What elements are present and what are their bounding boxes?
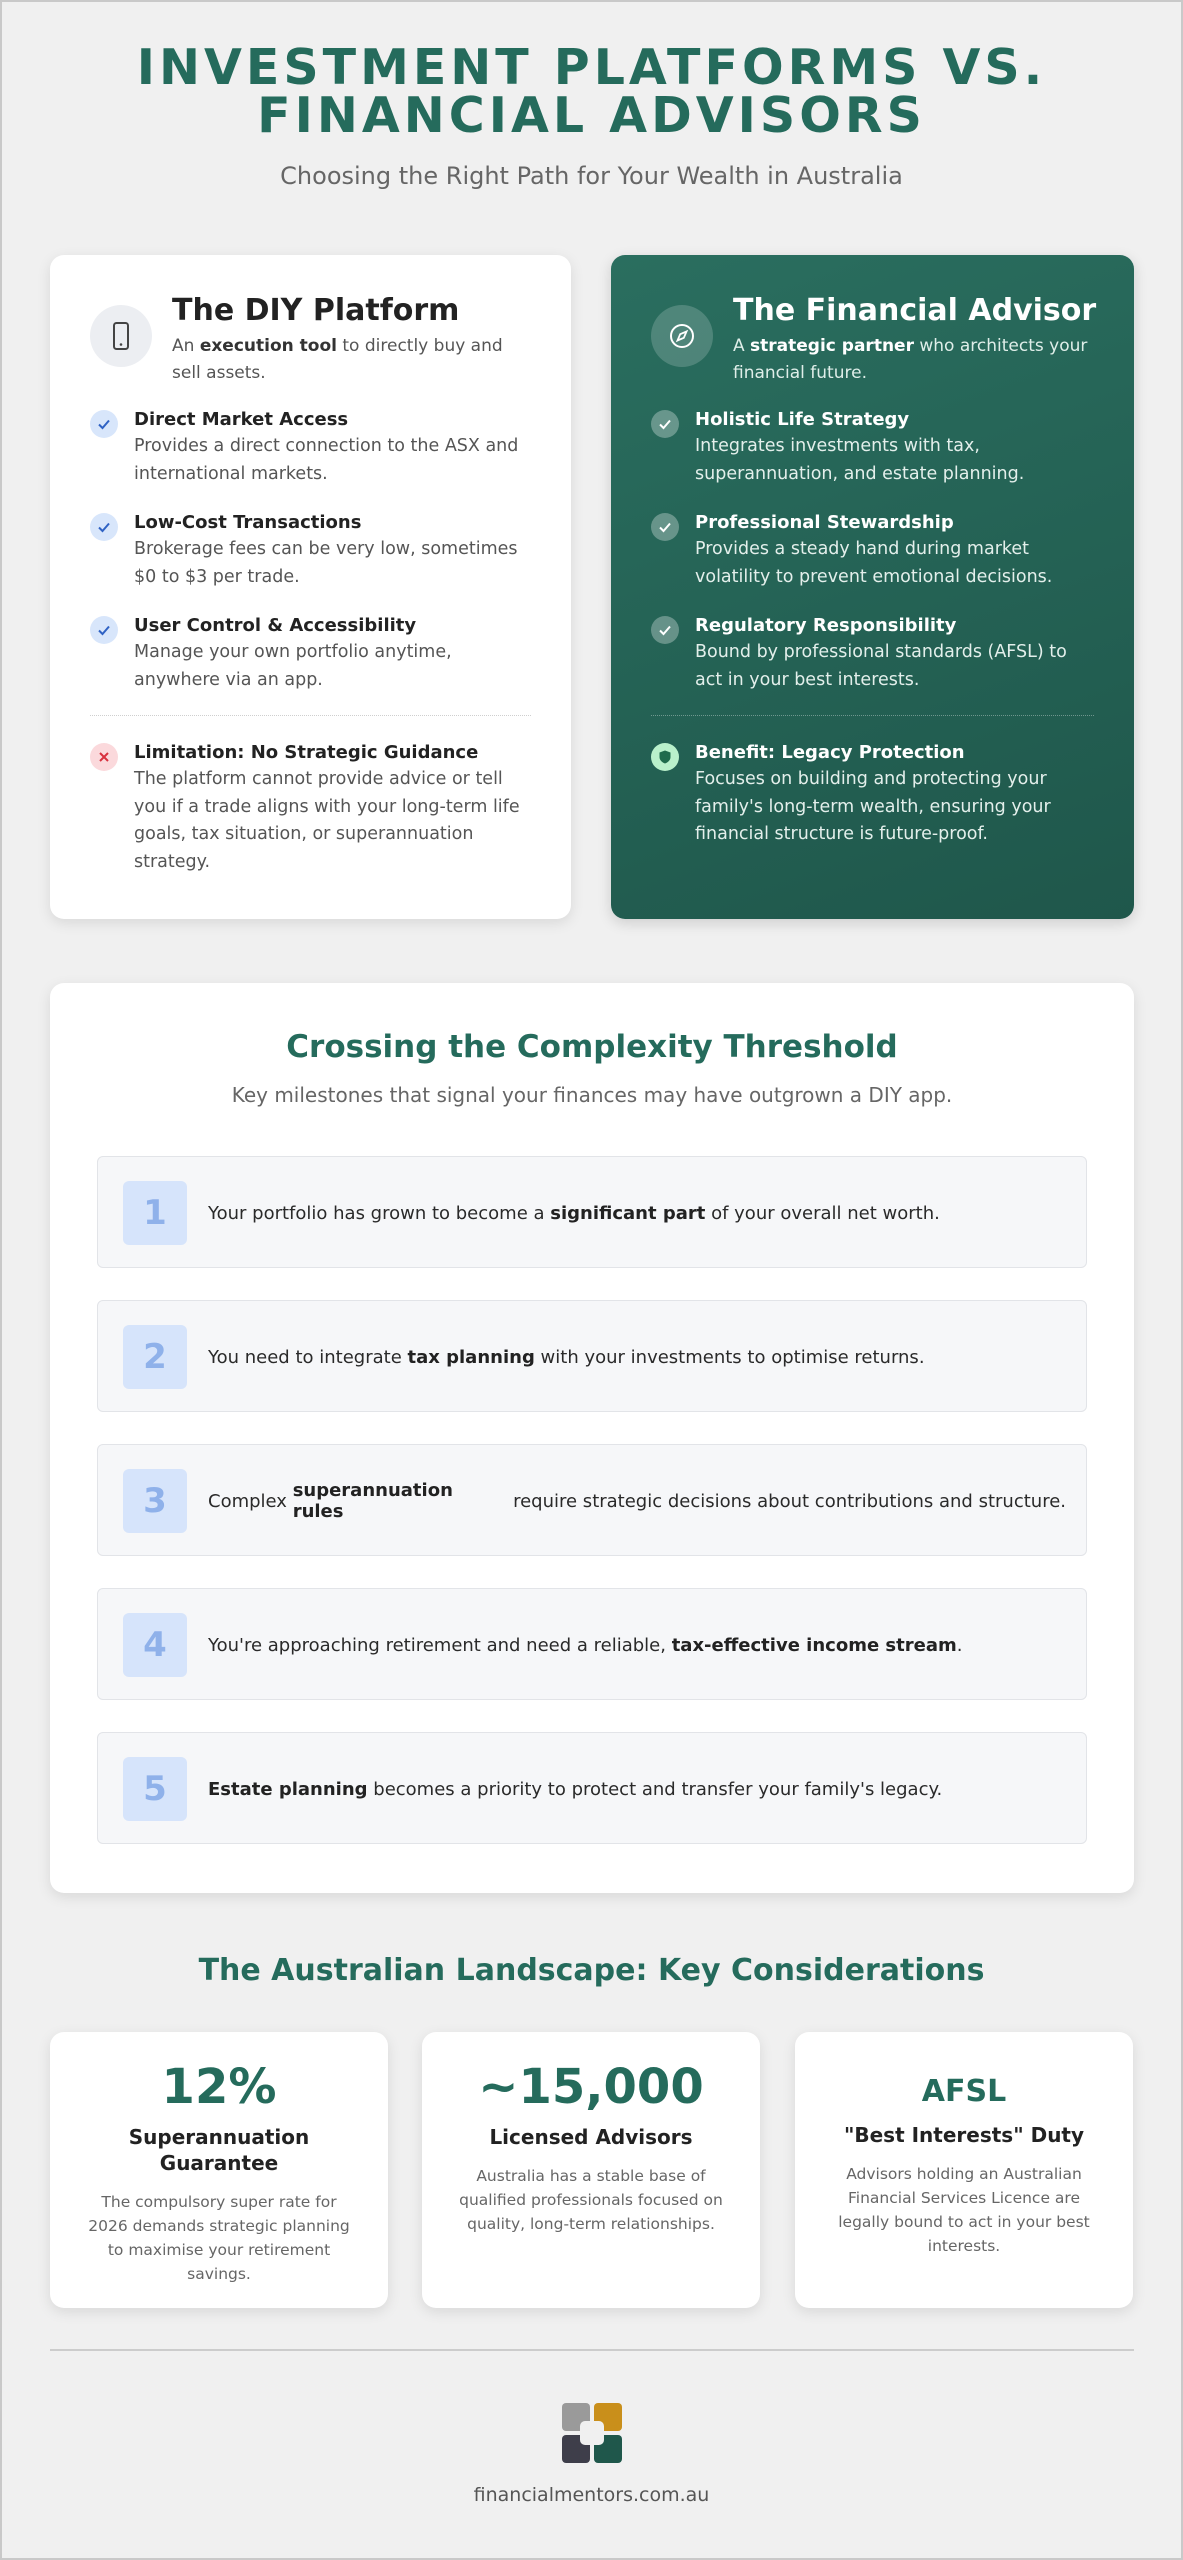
feature-text: Provides a steady hand during market volatility to prevent emotional decisions. [695, 539, 1053, 587]
diy-card-description: An execution tool to directly buy and sell assets. [172, 336, 503, 383]
feature-text: Brokerage fees can be very low, sometimes $0 to $3 per trade. [134, 539, 518, 587]
feature-title: Holistic Life Strategy [695, 409, 910, 430]
milestone-item [97, 1156, 1087, 1268]
milestone-text: You need to integrate tax planning with your investments to optimise returns. [208, 1346, 925, 1368]
close-icon [90, 743, 118, 771]
stat-label: Superannuation Guarantee [128, 2125, 310, 2175]
landscape-title: The Australian Landscape: Key Considerations [198, 1953, 985, 1988]
footer-website: financialmentors.com.au [473, 2484, 710, 2506]
section-title: Crossing the Complexity Threshold [286, 1029, 898, 1065]
diy-feature-direct-market-access [90, 407, 535, 488]
stat-card-afsl [795, 2032, 1133, 2308]
compass-icon [651, 305, 713, 367]
advisor-feature-holistic [651, 407, 1098, 488]
complexity-threshold-section [50, 983, 1134, 1893]
diy-card-header [90, 293, 535, 387]
feature-text: Provides a direct connection to the ASX and international markets. [134, 436, 519, 484]
limitation-title: Limitation: No Strategic Guidance [134, 742, 479, 763]
footer-divider [50, 2349, 1134, 2351]
diy-card-title: The DIY Platform [172, 293, 460, 328]
feature-title: Regulatory Responsibility [695, 615, 957, 636]
milestone-number: 1 [123, 1181, 187, 1245]
diy-platform-card [50, 255, 571, 919]
milestone-number: 3 [123, 1469, 187, 1533]
diy-limitation [90, 740, 535, 876]
check-icon [90, 513, 118, 541]
limitation-text: The platform cannot provide advice or tell you if a trade aligns with your long-term life goals, tax situation, or superannuation strategy. [134, 769, 520, 872]
section-subtitle: Key milestones that signal your finances may have outgrown a DIY app. [231, 1083, 953, 1107]
page-title-line-1: INVESTMENT PLATFORMS VS. [136, 39, 1047, 96]
feature-title: User Control & Accessibility [134, 615, 417, 636]
advisor-feature-stewardship [651, 510, 1098, 591]
check-icon [651, 410, 679, 438]
milestone-item [97, 1732, 1087, 1844]
milestone-text: Your portfolio has grown to become a significant part of your overall net worth. [208, 1202, 940, 1224]
diy-feature-user-control [90, 613, 535, 694]
feature-title: Direct Market Access [134, 409, 349, 430]
page-title [0, 39, 1183, 144]
financial-advisor-card [611, 255, 1134, 919]
advisor-card-description: A strategic partner who architects your financial future. [733, 336, 1088, 383]
check-icon [651, 513, 679, 541]
milestone-item [97, 1300, 1087, 1412]
advisor-card-title: The Financial Advisor [733, 293, 1097, 328]
feature-title: Low-Cost Transactions [134, 512, 362, 533]
advisor-benefit [651, 740, 1098, 849]
shield-icon [651, 743, 679, 771]
page-title-line-2: FINANCIAL ADVISORS [257, 87, 926, 144]
phone-icon [90, 305, 152, 367]
stat-value: AFSL [921, 2074, 1007, 2109]
check-icon [651, 616, 679, 644]
milestone-number: 2 [123, 1325, 187, 1389]
advisor-feature-regulatory [651, 613, 1098, 694]
stat-label: "Best Interests" Duty [843, 2123, 1085, 2147]
milestone-text: Estate planning becomes a priority to protect and transfer your family's legacy. [208, 1778, 943, 1800]
page-subtitle: Choosing the Right Path for Your Wealth in Australia [280, 162, 903, 190]
milestone-number: 4 [123, 1613, 187, 1677]
milestone-text: Complex superannuation rules require strategic decisions about contributions and structure. [208, 1480, 1066, 1522]
stat-description: Advisors holding an Australian Financial Services Licence are legally bound to act in your best interests. [838, 2165, 1090, 2255]
stat-value: ~15,000 [478, 2059, 704, 2115]
benefit-text: Focuses on building and protecting your family's long-term wealth, ensuring your financial structure is future-proof. [695, 769, 1051, 844]
benefit-title: Benefit: Legacy Protection [695, 742, 965, 763]
check-icon [90, 616, 118, 644]
stat-value: 12% [161, 2059, 277, 2115]
milestone-number: 5 [123, 1757, 187, 1821]
stat-card-advisors [422, 2032, 760, 2308]
advisor-card-header [651, 293, 1098, 387]
header [0, 39, 1183, 190]
stat-description: The compulsory super rate for 2026 demands strategic planning to maximise your retirement savings. [88, 2193, 350, 2283]
diy-feature-low-cost [90, 510, 535, 591]
feature-text: Integrates investments with tax, superannuation, and estate planning. [695, 436, 1025, 484]
milestone-text: You're approaching retirement and need a reliable, tax-effective income stream . [208, 1634, 963, 1656]
stat-label: Licensed Advisors [489, 2125, 693, 2149]
divider [90, 715, 531, 716]
feature-title: Professional Stewardship [695, 512, 954, 533]
milestone-item [97, 1444, 1087, 1556]
check-icon [90, 410, 118, 438]
feature-text: Manage your own portfolio anytime, anywhere via an app. [134, 642, 452, 690]
feature-text: Bound by professional standards (AFSL) to act in your best interests. [695, 642, 1067, 690]
divider [651, 715, 1094, 716]
milestone-item [97, 1588, 1087, 1700]
stat-description: Australia has a stable base of qualified professionals focused on quality, long-term relationships. [459, 2167, 723, 2233]
stat-card-superannuation [50, 2032, 388, 2308]
financialmentors-logo [561, 2402, 623, 2464]
